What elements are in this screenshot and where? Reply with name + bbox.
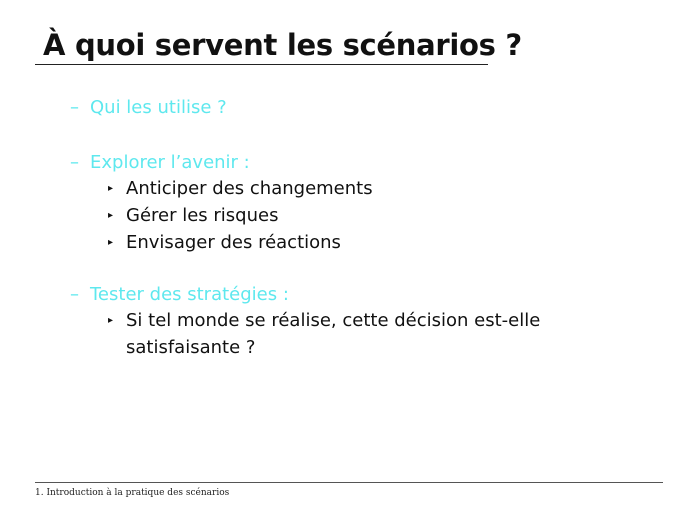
section-heading-text: Qui les utilise ? (90, 97, 227, 118)
slide-title: À quoi servent les scénarios ? (43, 28, 522, 62)
footer-caption: 1. Introduction à la pratique des scénarios (35, 488, 230, 498)
footer-divider (35, 482, 663, 483)
bullet-item (70, 175, 373, 202)
bullet-text: Anticiper des changements (126, 178, 373, 199)
section-explorer-avenir (70, 152, 373, 256)
bullet-text: Si tel monde se réalise, cette décision est-elle satisfaisante ? (126, 310, 541, 358)
bullet-text: Gérer les risques (126, 205, 279, 226)
bullet-text: Envisager des réactions (126, 232, 341, 253)
triangle-bullet-icon: ▸ (108, 183, 114, 194)
triangle-bullet-icon: ▸ (108, 210, 114, 221)
section-qui-les-utilise (70, 97, 227, 118)
section-heading-text: Tester des stratégies : (90, 284, 289, 305)
section-tester-strategies (70, 284, 566, 361)
bullet-item (70, 229, 373, 256)
section-heading-text: Explorer l’avenir : (90, 152, 250, 173)
dash-marker: – (70, 152, 79, 173)
dash-marker: – (70, 284, 79, 305)
section-heading (70, 284, 566, 305)
section-heading (70, 152, 373, 173)
dash-marker: – (70, 97, 79, 118)
bullet-list (70, 175, 373, 256)
section-heading (70, 97, 227, 118)
title-underline (35, 64, 488, 65)
bullet-item (70, 307, 566, 361)
bullet-item (70, 202, 373, 229)
bullet-list (70, 307, 566, 361)
triangle-bullet-icon: ▸ (108, 315, 114, 326)
triangle-bullet-icon: ▸ (108, 237, 114, 248)
